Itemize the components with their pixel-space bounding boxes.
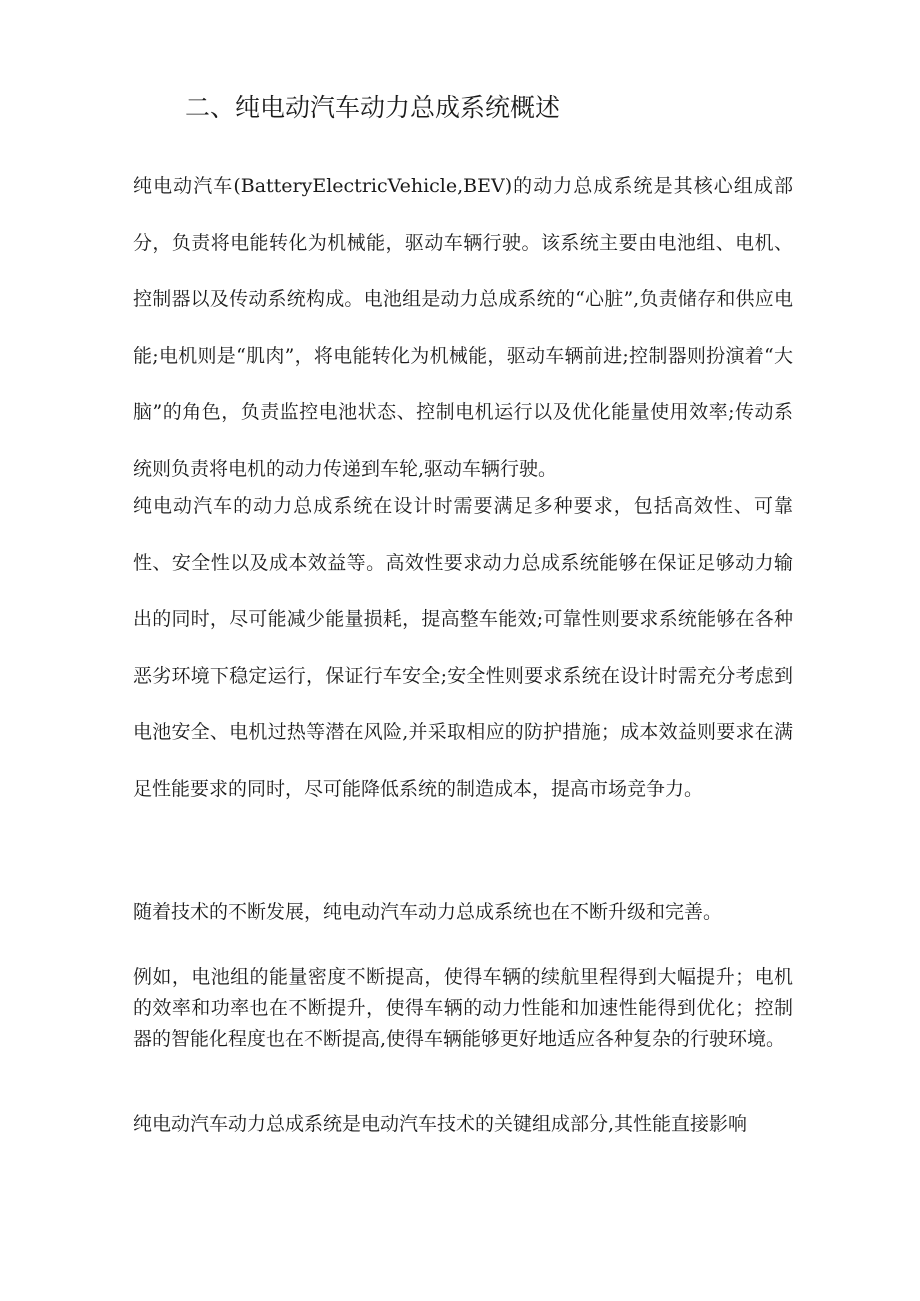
paragraph-development: 随着技术的不断发展，纯电动汽车动力总成系统也在不断升级和完善。 (133, 901, 723, 923)
paragraph-overview: 纯电动汽车(BatteryElectricVehicle,BEV)的动力总成系统是其核心组成部分，负责将电能转化为机械能，驱动车辆行驶。该系统主要由电池组、电机、控制器以及传动系统构成。电池组是动力总成系统的“心脏”,负责储存和供应电能;电机则是“肌肉”，将电能转化为机械能，驱动车辆前进;控制器则扮演着“大脑”的角色，负责监控电池状态、控制电机运行以及优化能量使用效率;传动系统则负责将电机的动力传递到车轮,驱动车辆行驶。 (133, 175, 793, 480)
paragraph-conclusion: 纯电动汽车动力总成系统是电动汽车技术的关键组成部分,其性能直接影响 (133, 1113, 748, 1135)
paragraph-examples: 例如，电池组的能量密度不断提高，使得车辆的续航里程得到大幅提升；电机的效率和功率也在不断提升，使得车辆的动力性能和加速性能得到优化；控制器的智能化程度也在不断提高,使得车辆能够更好地适应各种复杂的行驶环境。 (133, 966, 793, 1050)
paragraph-design-requirements: 纯电动汽车的动力总成系统在设计时需要满足多种要求，包括高效性、可靠性、安全性以及成本效益等。高效性要求动力总成系统能够在保证足够动力输出的同时，尽可能减少能量损耗，提高整车能效;可靠性则要求系统能够在各种恶劣环境下稳定运行，保证行车安全;安全性则要求系统在设计时需充分考虑到电池安全、电机过热等潜在风险,并采取相应的防护措施；成本效益则要求在满足性能要求的同时，尽可能降低系统的制造成本，提高市场竞争力。 (133, 495, 793, 800)
section-heading: 二、纯电动汽车动力总成系统概述 (185, 93, 561, 122)
